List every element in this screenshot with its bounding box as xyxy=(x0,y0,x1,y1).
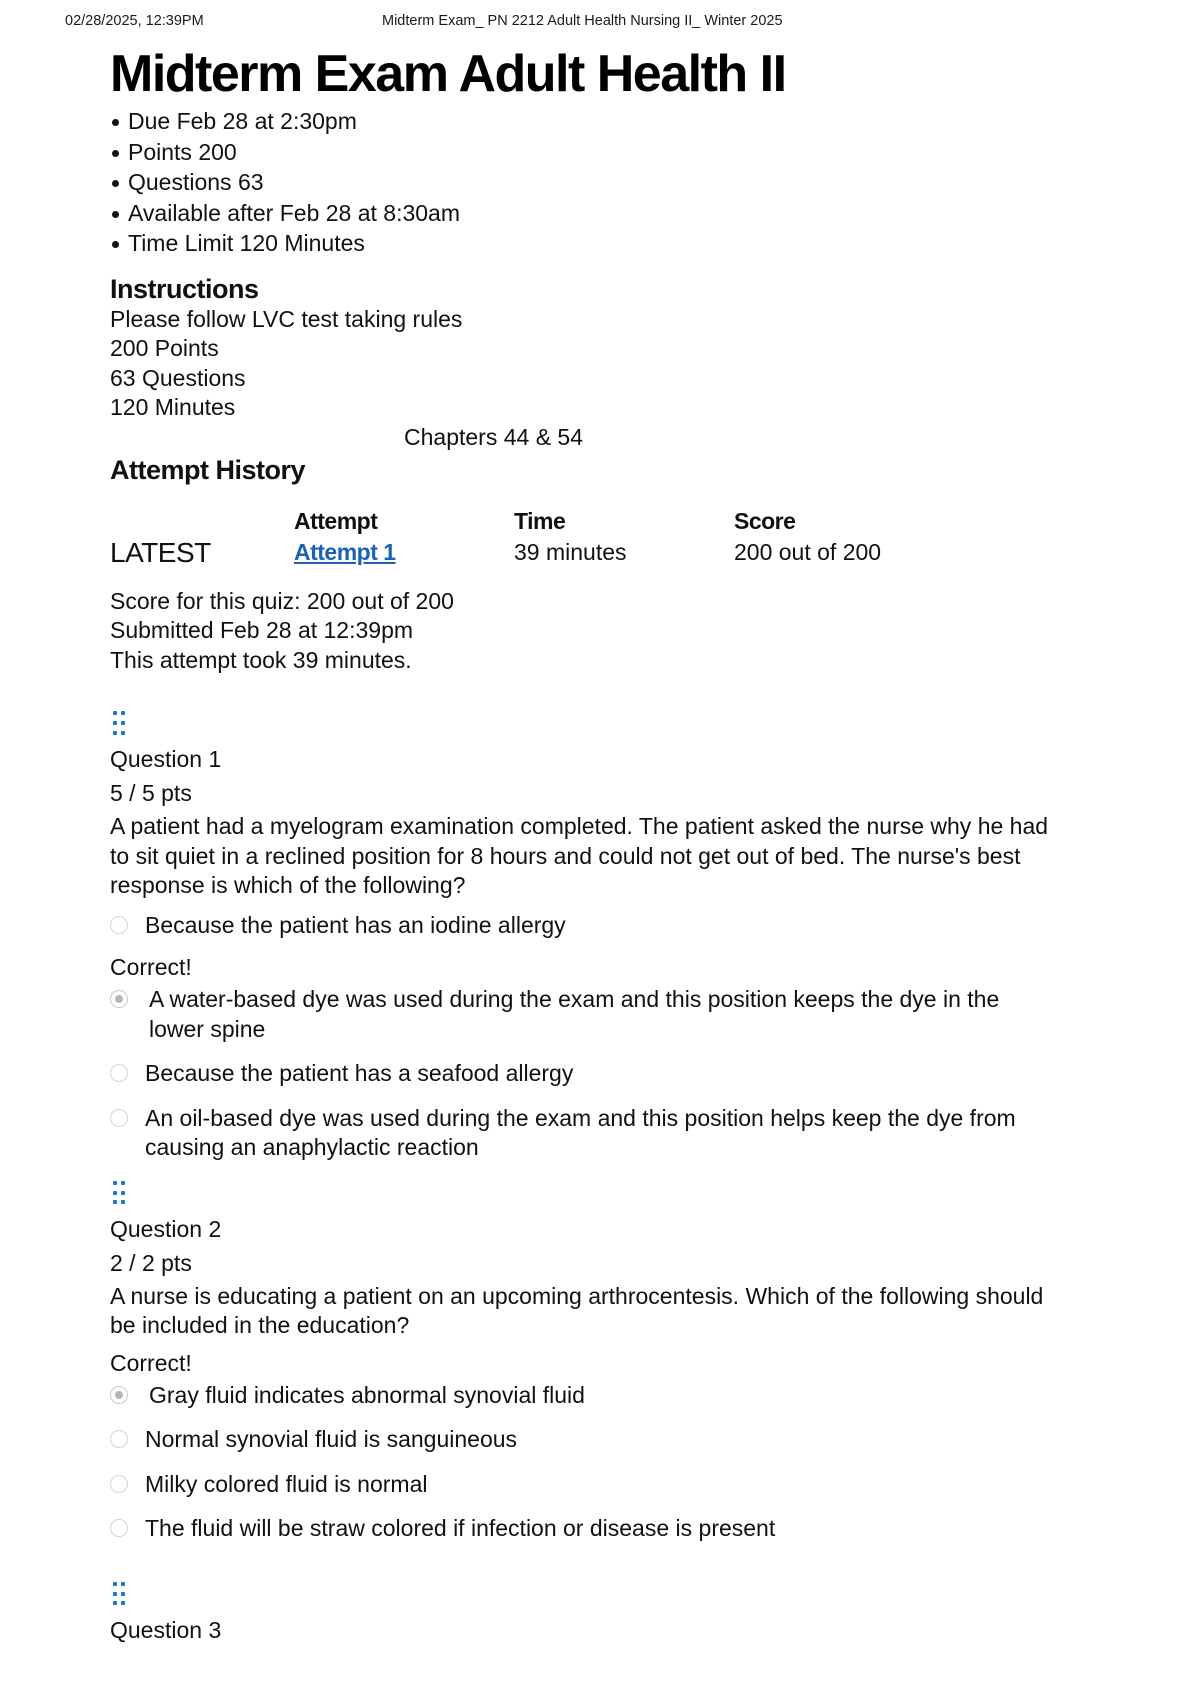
answer-text: Gray fluid indicates abnormal synovial fluid xyxy=(149,1381,585,1408)
instruction-line: 63 Questions xyxy=(110,364,246,391)
radio-button-selected[interactable] xyxy=(110,990,128,1008)
answer-option-selected[interactable] xyxy=(110,1381,1060,1411)
print-header xyxy=(0,13,1200,33)
column-header-score: Score xyxy=(734,507,796,534)
submitted-time: Submitted Feb 28 at 12:39pm xyxy=(110,617,414,644)
radio-button-selected[interactable] xyxy=(110,1386,128,1404)
drag-handle-icon[interactable] xyxy=(113,711,127,737)
answer-option-selected[interactable] xyxy=(110,985,1060,1044)
instruction-line: 200 Points xyxy=(110,335,219,361)
question-label: Question 1 xyxy=(110,746,222,773)
attempt-time: 39 minutes xyxy=(514,538,627,565)
answer-option[interactable] xyxy=(110,1514,1060,1544)
question-label: Question 3 xyxy=(110,1616,222,1643)
quiz-score: Score for this quiz: 200 out of 200 xyxy=(110,587,454,614)
answer-text: A water-based dye was used during the exam and this position keeps the dye in the lower spine xyxy=(149,986,1000,1042)
answer-text: Normal synovial fluid is sanguineous xyxy=(145,1426,518,1453)
radio-button[interactable] xyxy=(110,916,128,934)
answer-option[interactable] xyxy=(110,1470,1060,1500)
answer-list xyxy=(110,1349,1060,1544)
instructions-chapters: Chapters 44 & 54 xyxy=(404,423,584,450)
question-text: A nurse is educating a patient on an upcoming arthrocentesis. Which of the following should be included in the education? xyxy=(110,1282,1044,1339)
answer-option[interactable] xyxy=(110,1059,1060,1089)
instructions-body xyxy=(110,305,1060,423)
attempt-history-heading: Attempt History xyxy=(110,454,306,485)
answer-text: The fluid will be straw colored if infection or disease is present xyxy=(145,1515,776,1542)
question-3 xyxy=(110,1582,1060,1644)
answer-option[interactable] xyxy=(110,1425,1060,1455)
detail-due: Due Feb 28 at 2:30pm xyxy=(110,106,1060,137)
answer-text: Milky colored fluid is normal xyxy=(145,1470,428,1497)
answer-text: An oil-based dye was used during the exam and this position helps keep the dye from causing an anaphylactic reaction xyxy=(145,1104,1016,1161)
radio-button[interactable] xyxy=(110,1064,128,1082)
answer-text: Because the patient has an iodine allergy xyxy=(145,911,566,938)
radio-button[interactable] xyxy=(110,1475,128,1493)
correct-label: Correct! xyxy=(110,954,192,981)
question-points: 5 / 5 pts xyxy=(110,780,192,807)
exam-title: Midterm Exam Adult Health II xyxy=(110,45,786,103)
correct-label: Correct! xyxy=(110,1349,192,1376)
attempt-history-table xyxy=(110,508,1060,578)
detail-points: Points 200 xyxy=(110,137,1060,168)
column-header-time: Time xyxy=(514,507,566,534)
question-1 xyxy=(110,711,1060,1163)
answer-text: Because the patient has a seafood allergy xyxy=(145,1060,574,1087)
answer-list xyxy=(110,911,1060,1163)
latest-tag: LATEST xyxy=(110,536,211,568)
detail-time-limit: Time Limit 120 Minutes xyxy=(110,228,1060,259)
question-text: A patient had a myelogram examination completed. The patient asked the nurse why he had to sit quiet in a reclined position for 8 hours and could not get out of bed. The nurse's best response is which of the following? xyxy=(110,813,1049,899)
exam-details-list xyxy=(110,106,1060,259)
radio-button[interactable] xyxy=(110,1519,128,1537)
attempt-score: 200 out of 200 xyxy=(734,538,882,565)
question-label: Question 2 xyxy=(110,1215,222,1242)
instructions-heading: Instructions xyxy=(110,273,259,304)
radio-button[interactable] xyxy=(110,1109,128,1127)
detail-available: Available after Feb 28 at 8:30am xyxy=(110,198,1060,229)
attempt-summary xyxy=(110,587,1060,676)
instruction-line: Please follow LVC test taking rules xyxy=(110,305,463,332)
attempt-duration: This attempt took 39 minutes. xyxy=(110,646,412,673)
detail-questions: Questions 63 xyxy=(110,167,1060,198)
attempt-1-link[interactable]: Attempt 1 xyxy=(294,538,396,565)
question-2 xyxy=(110,1181,1060,1544)
drag-handle-icon[interactable] xyxy=(113,1181,127,1207)
column-header-attempt: Attempt xyxy=(294,507,378,534)
drag-handle-icon[interactable] xyxy=(113,1582,127,1608)
answer-option[interactable] xyxy=(110,911,1060,941)
question-points: 2 / 2 pts xyxy=(110,1249,192,1276)
radio-button[interactable] xyxy=(110,1430,128,1448)
print-page-title: Midterm Exam_ PN 2212 Adult Health Nursing II_ Winter 2025 xyxy=(382,13,783,29)
answer-option[interactable] xyxy=(110,1104,1060,1163)
quiz-content xyxy=(110,44,1060,1644)
instruction-line: 120 Minutes xyxy=(110,394,236,420)
print-datetime: 02/28/2025, 12:39PM xyxy=(65,13,204,29)
